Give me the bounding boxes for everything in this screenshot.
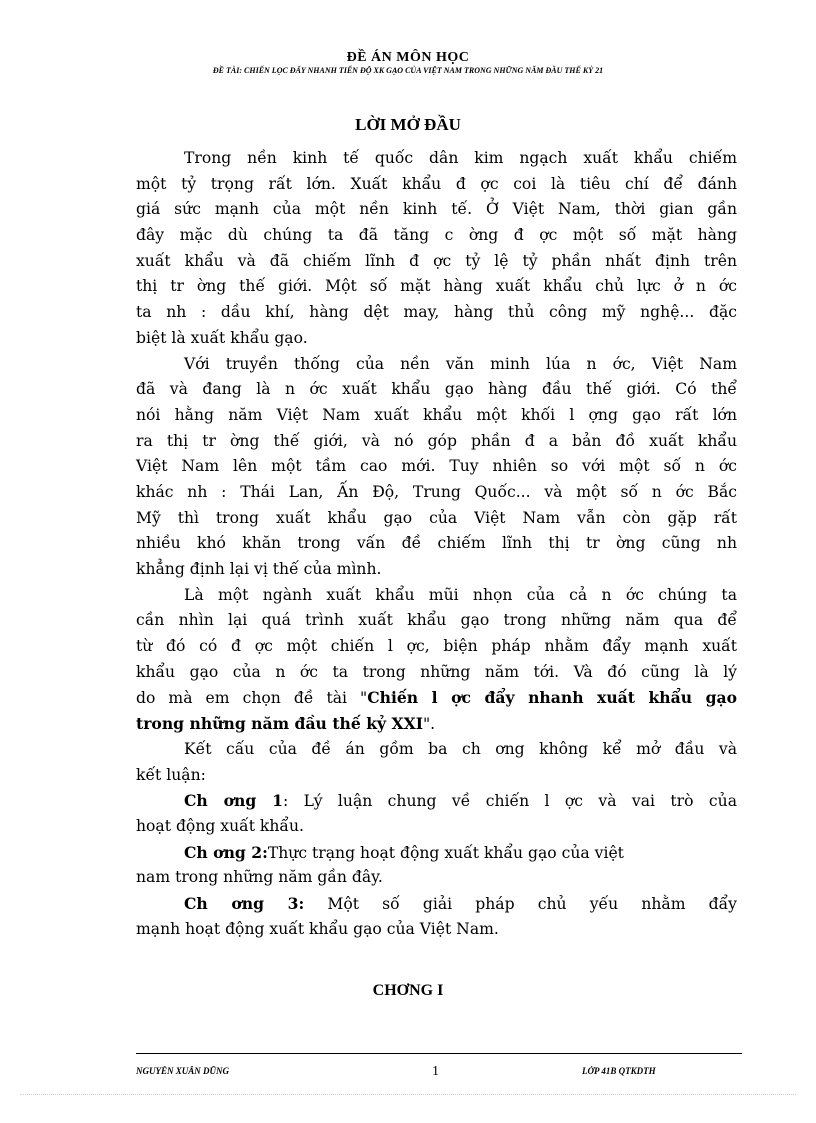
- chapter-text: Thực trạng hoạt động xuất khẩu gạo của việt: [267, 843, 624, 862]
- text-line: biệt là xuất khẩu gạo.: [136, 328, 308, 347]
- section-heading: LỜI MỞ ĐẦU: [355, 115, 461, 134]
- text-line: khác nh : Thái Lan, Ấn Độ, Trung Quốc... và một số n ớc Bắc: [136, 482, 737, 501]
- text-line: Việt Nam lên một tầm cao mới. Tuy nhiên so với một số n ớc: [136, 457, 737, 476]
- topic-title: Chiến l ợc đẩy nhanh xuất khẩu gạo: [367, 688, 737, 708]
- topic-suffix: ".: [423, 715, 436, 734]
- footer-divider: [136, 1053, 742, 1054]
- text-line: nói hằng năm Việt Nam xuất khẩu một khối l ợng gạo rất lớn: [136, 405, 737, 424]
- text-line: Trong nền kinh tế quốc dân kim ngạch xuất khẩu chiếm: [184, 149, 737, 167]
- text-line: nhiều khó khăn trong vấn đề chiếm lĩnh thị tr ờng cũng nh: [136, 534, 737, 553]
- chapter-label: Ch ơng 3:: [184, 893, 305, 913]
- text-line: Mỹ thì trong xuất khẩu gạo của Việt Nam vẫn còn gặp rất: [136, 508, 737, 527]
- body-text: [136, 146, 737, 942]
- chapter-summary: [136, 788, 737, 814]
- text-line: xuất khẩu và đã chiếm lĩnh đ ợc tỷ lệ tỷ phần nhất định trên: [136, 251, 737, 270]
- header-title: ĐỀ ÁN MÔN HỌC: [346, 50, 470, 65]
- chapter-summary: [136, 891, 737, 917]
- header-subtitle: ĐỀ TÀI: CHIẾN LỌC ĐẨY NHANH TIẾN ĐỘ XK GẠO CỦA VIỆT NAM TRONG NHỮNG NĂM ĐẦU THẾ KỶ 21: [212, 66, 604, 75]
- text-line: mạnh hoạt động xuất khẩu gạo của Việt Nam.: [136, 919, 499, 938]
- page-number: 1: [432, 1064, 439, 1079]
- text-line: thị tr ờng thế giới. Một số mặt hàng xuất khẩu chủ lực ở n ớc: [136, 277, 737, 296]
- chapter-summary: [136, 840, 737, 866]
- text-line: nam trong những năm gần đây.: [136, 868, 383, 887]
- text-line: Kết cấu của đề án gồm ba ch ơng không kể mở đầu và: [184, 739, 737, 758]
- footer-author: NGUYỄN XUÂN DŨNG: [136, 1066, 230, 1076]
- text-line: giá sức mạnh của một nền kinh tế. Ở Việt Nam, thời gian gần: [136, 200, 737, 219]
- chapter-label: Ch ơng 1: [184, 791, 283, 811]
- topic-prefix: do mà em chọn đề tài ": [136, 689, 368, 708]
- chapter-heading: CHƠNG I: [372, 982, 444, 999]
- text-line: ta nh : dầu khí, hàng dệt may, hàng thủ công mỹ nghệ... đặc: [136, 303, 737, 322]
- chapter-label: Ch ơng 2:: [184, 842, 268, 862]
- text-line: một tỷ trọng rất lớn. Xuất khẩu đ ợc coi là tiêu chí để đánh: [136, 174, 737, 193]
- text-line: ra thị tr ờng thế giới, và nó góp phần đ a bản đồ xuất khẩu: [136, 431, 737, 450]
- footer-class: LỚP 41B QTKDTH: [582, 1066, 656, 1076]
- text-line: cần nhìn lại quá trình xuất khẩu gạo trong những năm qua để: [136, 611, 737, 630]
- text-line: từ đó có đ ợc một chiến l ợc, biện pháp nhằm đẩy mạnh xuất: [136, 637, 737, 656]
- text-line: Là một ngành xuất khẩu mũi nhọn của cả n ớc chúng ta: [184, 585, 737, 604]
- page-edge-divider: [20, 1094, 796, 1095]
- text-line: khẩu gạo của n ớc ta trong những năm tới. Và đó cũng là lý: [136, 662, 737, 681]
- chapter-text: : Lý luận chung về chiến l ợc và vai trò của: [282, 792, 737, 811]
- text-line: đã và đang là n ớc xuất khẩu gạo hàng đầu thế giới. Có thể: [136, 380, 737, 399]
- text-line: đây mặc dù chúng ta đã tăng c ờng đ ợc một số mặt hàng: [136, 226, 737, 245]
- text-line: Với truyền thống của nền văn minh lúa n ớc, Việt Nam: [184, 354, 737, 373]
- text-line: khẳng định lại vị thế của mình.: [136, 560, 382, 578]
- topic-title: trong những năm đầu thế kỷ XXI: [136, 714, 423, 734]
- text-line: kết luận:: [136, 765, 206, 784]
- topic-line: [136, 711, 737, 737]
- chapter-text: Một số giải pháp chủ yếu nhằm đẩy: [304, 894, 737, 913]
- text-line: hoạt động xuất khẩu.: [136, 816, 304, 835]
- topic-line: [136, 685, 737, 711]
